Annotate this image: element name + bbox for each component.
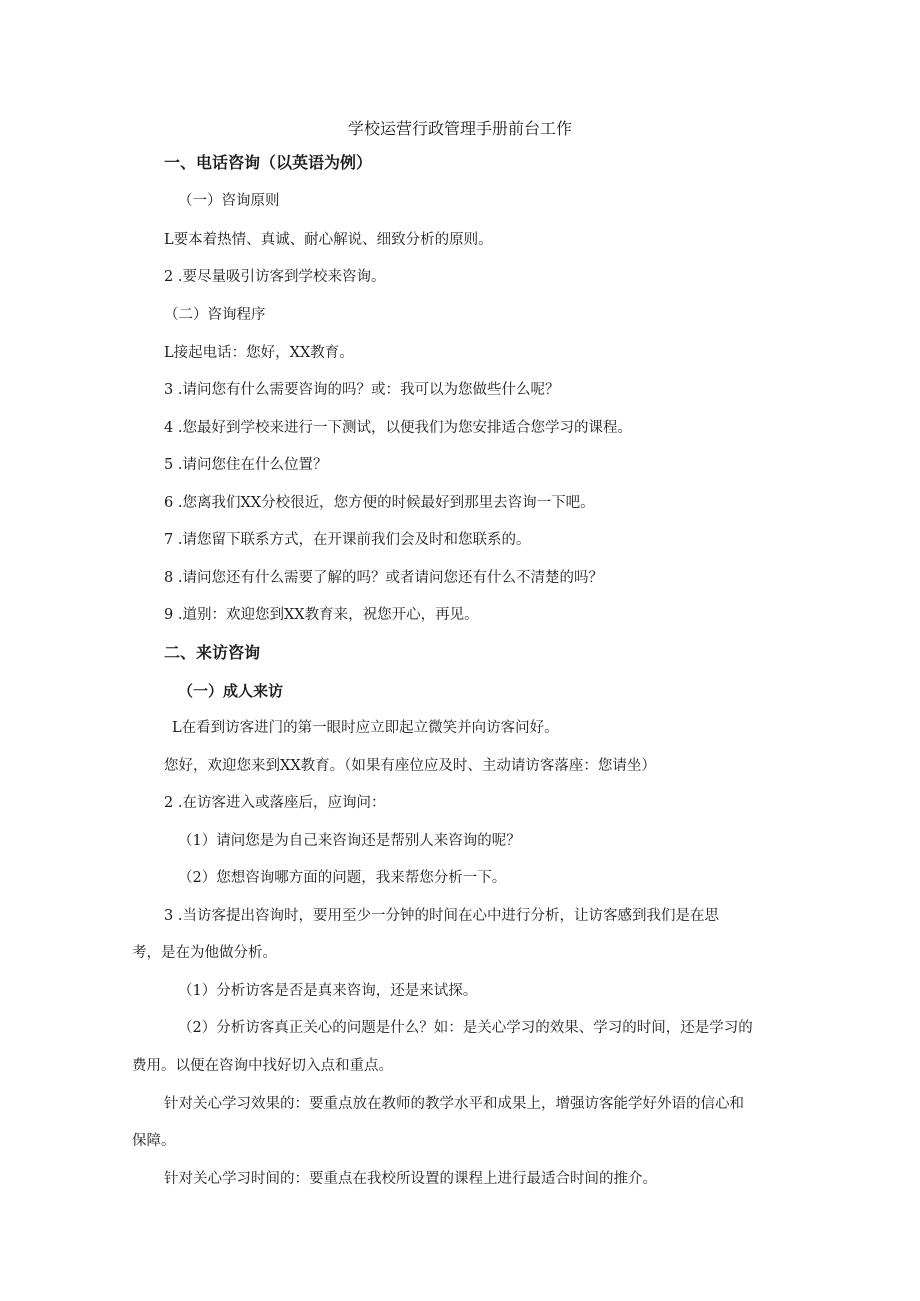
paragraph: 5 .请问您住在什么位置？ <box>164 457 328 473</box>
paragraph: 您好，欢迎您来到XX教育。（如果有座位应及时、主动请访客落座：您请坐） <box>164 758 656 774</box>
subsection-heading-consultation-procedure: （二）咨询程序 <box>164 307 266 323</box>
document-title: 学校运营行政管理手册前台工作 <box>347 119 572 138</box>
paragraph-continuation: 考，是在为他做分析。 <box>132 945 277 961</box>
paragraph: 针对关心学习时间的：要重点在我校所设置的课程上进行最适合时间的推介。 <box>164 1171 657 1187</box>
paragraph: 2 .要尽量吸引访客到学校来咨询。 <box>164 269 386 285</box>
paragraph: 7 .请您留下联系方式，在开课前我们会及时和您联系的。 <box>164 532 531 548</box>
paragraph: 9 .道别：欢迎您到XX教育来，祝您开心，再见。 <box>164 607 479 623</box>
paragraph: 8 .请问您还有什么需要了解的吗？或者请问您还有什么不清楚的吗？ <box>164 570 603 586</box>
section-heading-phone-consultation: 一、电话咨询（以英语为例） <box>164 153 373 172</box>
paragraph: 4 .您最好到学校来进行一下测试，以便我们为您安排适合您学习的课程。 <box>164 420 632 436</box>
paragraph: （2）分析访客真正关心的问题是什么？如：是关心学习的效果、学习的时间，还是学习的 <box>178 1020 753 1036</box>
paragraph: L在看到访客进门的第一眼时应立即起立微笑并向访客问好。 <box>172 720 559 736</box>
paragraph: 3 .当访客提出咨询时，要用至少一分钟的时间在心中进行分析，让访客感到我们是在思 <box>164 908 719 924</box>
section-heading-visitor-consultation: 二、来访咨询 <box>164 643 261 662</box>
subsection-heading-adult-visitors: （一）成人来访 <box>178 682 284 700</box>
paragraph: 6 .您离我们XX分校很近，您方便的时候最好到那里去咨询一下吧。 <box>164 495 595 511</box>
paragraph: L接起电话：您好，XX教育。 <box>164 345 354 361</box>
paragraph-continuation: 费用。以便在咨询中找好切入点和重点。 <box>132 1058 393 1074</box>
paragraph: 3 .请问您有什么需要咨询的吗？或：我可以为您做些什么呢？ <box>164 382 560 398</box>
subsection-heading-consultation-principles: （一）咨询原则 <box>178 193 280 209</box>
paragraph: （1）请问您是为自己来咨询还是帮别人来咨询的呢？ <box>178 833 521 849</box>
paragraph: （2）您想咨询哪方面的问题，我来帮您分析一下。 <box>178 870 507 886</box>
paragraph: L要本着热情、真诚、耐心解说、细致分析的原则。 <box>164 232 493 248</box>
paragraph: 2 .在访客进入或落座后，应询问： <box>164 795 386 811</box>
paragraph-continuation: 保障。 <box>132 1133 176 1149</box>
paragraph: （1）分析访客是否是真来咨询，还是来试探。 <box>178 983 478 999</box>
paragraph: 针对关心学习效果的：要重点放在教师的教学水平和成果上，增强访客能学好外语的信心和 <box>164 1096 744 1112</box>
